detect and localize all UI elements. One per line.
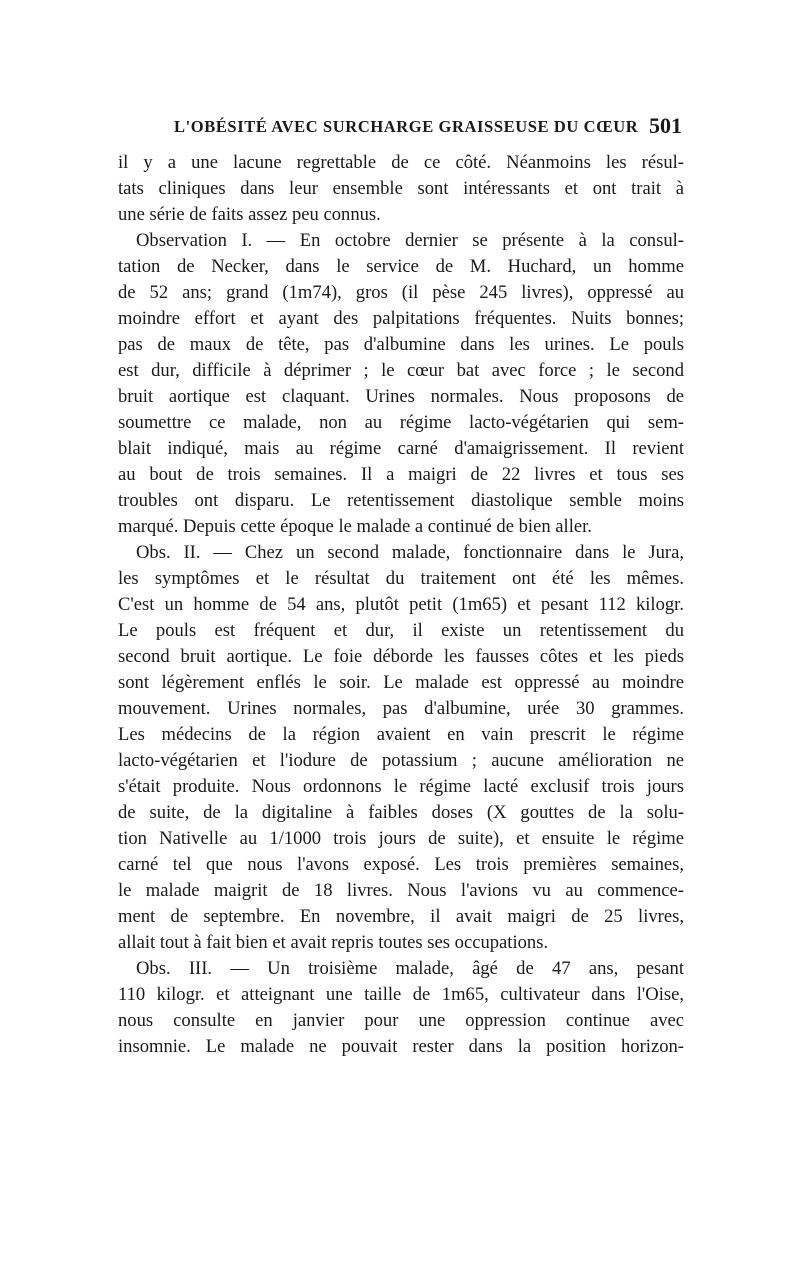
text-line: les symptômes et le résultat du traitement ont été les mêmes.: [118, 568, 684, 589]
text-line: moindre effort et ayant des palpitations fréquentes. Nuits bonnes;: [118, 308, 684, 329]
observation-1-heading-line: Observation I. — En octobre dernier se présente à la consul-: [136, 230, 684, 251]
body-text: [118, 150, 684, 1060]
text-line: Les médecins de la région avaient en vain prescrit le régime: [118, 724, 684, 745]
text-line: pas de maux de tête, pas d'albumine dans les urines. Le pouls: [118, 334, 684, 355]
text-line: second bruit aortique. Le foie déborde les fausses côtes et les pieds: [118, 646, 684, 667]
text-line: troubles ont disparu. Le retentissement diastolique semble moins: [118, 490, 684, 511]
text-line: tats cliniques dans leur ensemble sont intéressants et ont trait à: [118, 178, 684, 199]
text-line: s'était produite. Nous ordonnons le régime lacté exclusif trois jours: [118, 776, 684, 797]
text-line: est dur, difficile à déprimer ; le cœur bat avec force ; le second: [118, 360, 684, 381]
text-line: tion Nativelle au 1/1000 trois jours de suite), et ensuite le régime: [118, 828, 684, 849]
page-number: 501: [649, 113, 682, 138]
text-line: ment de septembre. En novembre, il avait maigri de 25 livres,: [118, 906, 684, 927]
text-line: Le pouls est fréquent et dur, il existe un retentissement du: [118, 620, 684, 641]
text-line: nous consulte en janvier pour une oppression continue avec: [118, 1010, 684, 1031]
text-line: C'est un homme de 54 ans, plutôt petit (1m65) et pesant 112 kilogr.: [118, 594, 684, 615]
text-line: carné tel que nous l'avons exposé. Les trois premières semaines,: [118, 854, 684, 875]
text-line: une série de faits assez peu connus.: [118, 204, 381, 225]
observation-2-heading-line: Obs. II. — Chez un second malade, fonctionnaire dans le Jura,: [136, 542, 684, 563]
running-header: [118, 113, 684, 143]
text-line: allait tout à fait bien et avait repris toutes ses occupations.: [118, 932, 549, 953]
text-line: tation de Necker, dans le service de M. Huchard, un homme: [118, 256, 684, 277]
text-line: le malade maigrit de 18 livres. Nous l'avions vu au commence-: [118, 880, 684, 901]
text-line: mouvement. Urines normales, pas d'albumine, urée 30 grammes.: [118, 698, 684, 719]
text-line: insomnie. Le malade ne pouvait rester dans la position horizon-: [118, 1036, 684, 1057]
text-line: sont légèrement enflés le soir. Le malade est oppressé au moindre: [118, 672, 684, 693]
text-line: de suite, de la digitaline à faibles doses (X gouttes de la solu-: [118, 802, 684, 823]
text-line: soumettre ce malade, non au régime lacto-végétarien qui sem-: [118, 412, 684, 433]
text-line: de 52 ans; grand (1m74), gros (il pèse 245 livres), oppressé au: [118, 282, 684, 303]
text-line: lacto-végétarien et l'iodure de potassium ; aucune amélioration ne: [118, 750, 684, 771]
text-line: au bout de trois semaines. Il a maigri de 22 livres et tous ses: [118, 464, 684, 485]
observation-3-heading-line: Obs. III. — Un troisième malade, âgé de 47 ans, pesant: [136, 958, 684, 979]
text-line: il y a une lacune regrettable de ce côté. Néanmoins les résul-: [118, 152, 684, 173]
text-line: blait indiqué, mais au régime carné d'amaigrissement. Il revient: [118, 438, 684, 459]
text-line: marqué. Depuis cette époque le malade a continué de bien aller.: [118, 516, 592, 537]
running-title: L'OBÉSITÉ AVEC SURCHARGE GRAISSEUSE DU CŒUR: [174, 117, 639, 136]
text-line: bruit aortique est claquant. Urines normales. Nous proposons de: [118, 386, 684, 407]
text-line: 110 kilogr. et atteignant une taille de 1m65, cultivateur dans l'Oise,: [118, 984, 684, 1005]
